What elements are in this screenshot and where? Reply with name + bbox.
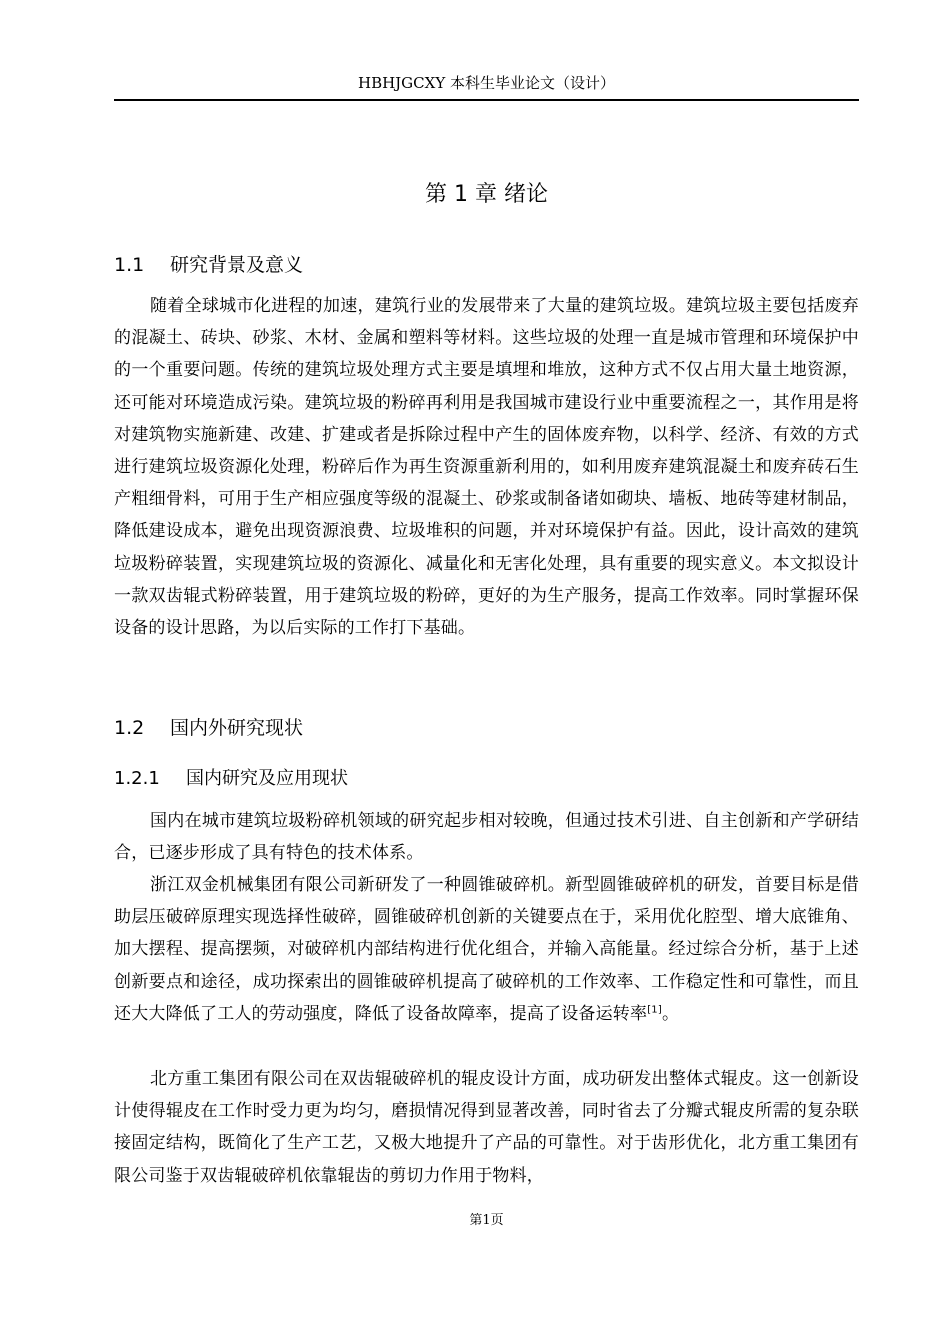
running-header: HBHJGCXY 本科生毕业论文（设计） [357, 74, 615, 92]
paragraph-zhejiang-shuangjin [114, 869, 859, 1030]
page-number: 第1页 [469, 1213, 504, 1228]
chapter-title: 第 1 章 绪论 [425, 182, 548, 207]
subsection-title: 国内研究及应用现状 [186, 768, 348, 789]
paragraph-background: 随着全球城市化进程的加速，建筑行业的发展带来了大量的建筑垃圾。建筑垃圾主要包括废弃的混凝土、砖块、砂浆、木材、金属和塑料等材料。这些垃圾的处理一直是城市管理和环境保护中的一个重要问题。传统的建筑垃圾处理方式主要是填埋和堆放，这种方式不仅占用大量土地资源，还可能对环境造成污染。建筑垃圾的粉碎再利用是我国城市建设行业中重要流程之一，其作用是将对建筑物实施新建、改建、扩建或者是拆除过程中产生的固体废弃物，以科学、经济、有效的方式进行建筑垃圾资源化处理，粉碎后作为再生资源重新利用的，如利用废弃建筑混凝土和废弃砖石生产粗细骨料，可用于生产相应强度等级的混凝土、砂浆或制备诸如砌块、墙板、地砖等建材制品，降低建设成本，避免出现资源浪费、垃圾堆积的问题，并对环境保护有益。因此，设计高效的建筑垃圾粉碎装置，实现建筑垃圾的资源化、减量化和无害化处理，具有重要的现实意义。本文拟设计一款双齿辊式粉碎装置，用于建筑垃圾的粉碎，更好的为生产服务，提高工作效率。同时掌握环保设备的设计思路，为以后实际的工作打下基础。 [114, 296, 859, 639]
paragraph-domestic-intro: 国内在城市建筑垃圾粉碎机领域的研究起步相对较晚，但通过技术引进、自主创新和产学研结合，已逐步形成了具有特色的技术体系。 [114, 811, 859, 864]
paragraph-end-punct: 。 [661, 1003, 680, 1024]
section-title: 研究背景及意义 [170, 254, 304, 276]
paragraph-text: 浙江双金机械集团有限公司新研发了一种圆锥破碎机。新型圆锥破碎机的研发，首要目标是借助层压破碎原理实现选择性破碎，圆锥破碎机创新的关键要点在于，采用优化腔型、增大底锥角、加大摆程、提高摆频，对破碎机内部结构进行优化组合，并输入高能量。经过综合分析，基于上述创新要点和途径，成功探索出的圆锥破碎机提高了破碎机的工作效率、工作稳定性和可靠性，而且还大大降低了工人的劳动强度，降低了设备故障率，提高了设备运转率 [114, 875, 859, 1024]
section-number: 1.1 [114, 254, 145, 276]
subsection-heading-1-2-1 [114, 764, 859, 794]
section-title: 国内外研究现状 [170, 717, 304, 739]
paragraph-north-heavy-industry: 北方重工集团有限公司在双齿辊破碎机的辊皮设计方面，成功研发出整体式辊皮。这一创新设计使得辊皮在工作时受力更为均匀，磨损情况得到显著改善，同时省去了分瓣式辊皮所需的复杂联接固定结构，既简化了生产工艺，又极大地提升了产品的可靠性。对于齿形优化，北方重工集团有限公司鉴于双齿辊破碎机依靠辊齿的剪切力作用于物料， [114, 1069, 859, 1186]
section-number: 1.2 [114, 717, 145, 739]
section-heading-1-2 [114, 713, 859, 743]
citation-marker: [1] [647, 1004, 662, 1016]
section-heading-1-1 [114, 250, 859, 280]
header-rule [114, 99, 859, 101]
subsection-number: 1.2.1 [114, 768, 160, 789]
